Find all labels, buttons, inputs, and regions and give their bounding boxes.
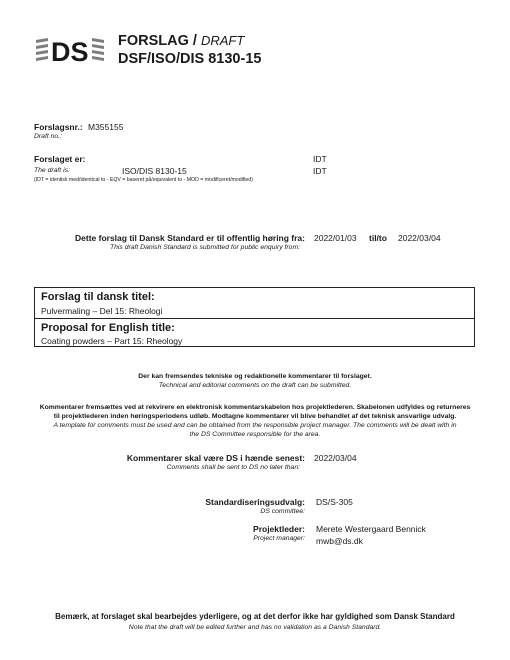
document-title [118,33,244,49]
project-manager-sublabel: Project manager: [253,535,305,542]
titles-box [34,287,475,347]
deadline-label: Kommentarer skal være DS i hænde senest: [126,453,305,463]
comments-para-en-1: A template for comments must be used and can be obtained from the responsible project manager. The comments will be dealt with in [53,422,457,429]
titles-divider [35,318,474,319]
deadline-value: 2022/03/04 [314,453,357,463]
proposal-number-label: Forslagsnr.: [34,122,83,132]
danish-title-heading: Forslag til dansk titel: [41,291,155,303]
logo-text: DS [51,37,89,64]
hearing-sublabel: This draft Danish Standard is submitted for public enquiry from: [109,244,300,251]
proposal-is-code-top: IDT [313,154,327,164]
comments-line-en: Technical and editorial comments on the draft can be submitted. [158,382,352,389]
comments-para-da-1: Kommentarer fremsættes ved at rekvirere en elektronisk kommentarskabelon hos projektlederen. Skabelonen udfyldes og returneres [39,404,471,411]
committee-sublabel: DS committee: [260,508,305,515]
proposal-number-value: M355155 [88,122,124,132]
comments-para-en-2: the DS Committee responsible for the area. [189,431,321,438]
hearing-label: Dette forslag til Dansk Standard er til offentlig høring fra: [75,233,305,243]
committee-value: DS/S-305 [316,497,353,507]
ds-logo [34,34,108,64]
title-main: FORSLAG / [118,33,197,49]
project-manager-label: Projektleder: [253,524,305,534]
hearing-to-label: til/to [369,233,387,243]
hearing-from: 2022/01/03 [314,233,357,243]
committee-label: Standardiseringsudvalg: [205,497,305,507]
proposal-is-label: Forslaget er: [34,154,86,164]
proposal-is-legend: (IDT = identisk med/identical to - EQV = baseret på/equivalent to - MOD = modificeret/modified) [34,177,253,183]
proposal-number-sublabel: Draft no.: [34,133,62,140]
document-subtitle: DSF/ISO/DIS 8130-15 [118,51,262,67]
project-manager-email[interactable]: mwb@ds.dk [316,536,363,546]
proposal-is-value: ISO/DIS 8130-15 [122,166,187,176]
proposal-is-code: IDT [313,166,327,176]
english-title: Coating powders – Part 15: Rheology [41,336,183,346]
footer-note-en: Note that the draft will be edited further and has no validation as a Danish Standard. [128,624,382,631]
comments-line-da: Der kan fremsendes tekniske og redaktionelle kommentarer til forslaget. [138,373,372,380]
hearing-to: 2022/03/04 [398,233,441,243]
ds-logo-graphic [34,34,108,64]
deadline-sublabel: Comments shall be sent to DS no later than: [166,464,300,471]
project-manager-name: Merete Westergaard Bennick [316,524,426,534]
proposal-is-sublabel: The draft is: [34,167,70,174]
danish-title: Pulvermaling – Del 15: Rheologi [41,306,163,316]
comments-para-da-2: til projektlederen inden høringsperiodens udløb. Modtagne kommentarer vil blive behandlet af det teknisk ansvarlige udvalg. [53,413,457,420]
english-title-heading: Proposal for English title: [41,322,175,334]
title-draft: DRAFT [200,33,245,48]
footer-note-da: Bemærk, at forslaget skal bearbejdes yderligere, og at det derfor ikke har gyldighed som Dansk Standard [55,612,455,621]
